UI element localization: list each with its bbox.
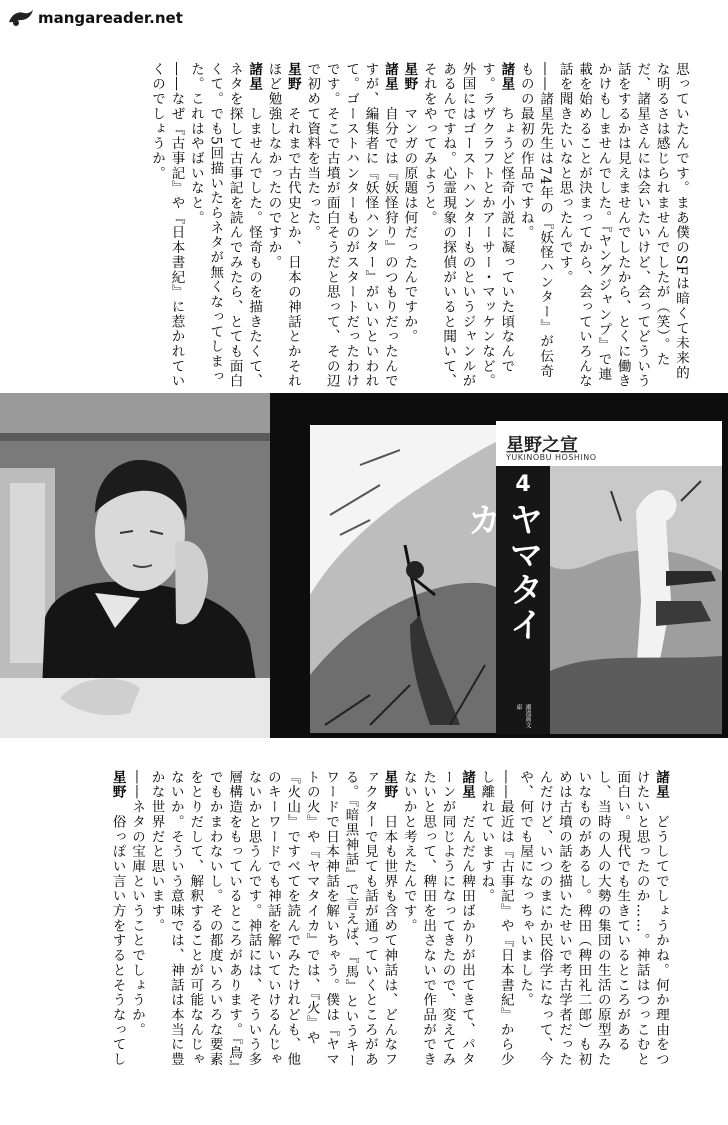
- text-paragraph: [107, 770, 126, 1070]
- cover-author-romaji: YUKINOBU HOSHINO: [506, 453, 597, 462]
- text-paragraph: [302, 62, 399, 392]
- paragraph-text: どうしてでしょうかね。何か理由をつけたいと思ったのか……。神話はつっこむと面白い。現代でも生きているところがあるし、当時の人の大勢の集団の生活の原型みたいなものがあるし。稗田（稗田礼二郎）も初めは古墳の話を描いたせいで考古学者だったんだけど、いつのまにか民俗学になって、今や、何でも屋になっちゃいました。: [517, 770, 669, 1068]
- text-paragraph: [146, 770, 398, 1070]
- speaker-label: 星野: [401, 62, 418, 92]
- text-paragraph: [554, 62, 690, 392]
- logo-text: mangareader.net: [38, 9, 183, 27]
- site-logo[interactable]: [8, 6, 183, 30]
- speaker-label: 諸星: [498, 62, 515, 92]
- speaker-label: 諸星: [381, 62, 398, 92]
- paragraph-text: ――最近は『古事記』や『日本書紀』から少し離れていますね。: [478, 770, 514, 1067]
- speaker-label: 星野: [381, 770, 398, 800]
- text-paragraph: [418, 62, 515, 392]
- text-paragraph: [399, 62, 418, 392]
- paragraph-text: ――諸星先生は74年の『妖怪ハンター』が伝奇ものの最初の作品ですね。: [517, 62, 554, 379]
- logo-icon: [8, 8, 34, 28]
- text-paragraph: [147, 62, 186, 392]
- manga-panel-illustration: [310, 425, 500, 733]
- speaker-label: 星野: [109, 770, 126, 800]
- cover-author: 星野之宣: [506, 435, 578, 456]
- speaker-label: 星野: [284, 62, 301, 92]
- portrait-illustration: [0, 393, 270, 738]
- text-paragraph: [398, 770, 476, 1070]
- paragraph-text: マンガの原題は何だったんですか。: [401, 106, 418, 345]
- text-paragraph: [127, 770, 146, 1070]
- speaker-label: 諸星: [246, 62, 263, 92]
- portrait-photo: [0, 393, 270, 738]
- speaker-label: 諸星: [458, 770, 475, 800]
- text-paragraph: [476, 770, 515, 1070]
- text-paragraph: [515, 770, 670, 1070]
- manga-panel-drawing: [310, 425, 500, 733]
- interview-text-bottom: [30, 770, 670, 1070]
- paragraph-text: ――ネタの宝庫ということでしょうか。: [129, 770, 146, 1038]
- paragraph-text: 自分では『妖怪狩り』のつもりだったんですが、編集者に『妖怪ハンター』がいいといわれて。ゴーストハンターものがスタートだったわけです。そこで古墳が面白そうだと思って、その辺で初めて資料を当たった。: [304, 62, 398, 389]
- paragraph-text: しませんでした。怪奇ものを描きたくて、ネタを探して古事記を読んでみたら、とても面白くて。でも5回描いたらネタが無くなってしまった。これはやばいなと。: [187, 62, 263, 389]
- speaker-label: 諸星: [653, 770, 669, 800]
- paragraph-text: 思っていたんです。まあ僕のSFは暗くて未来的な明るさは感じられませんでしたが（笑）。ただ、諸星さんには会いたいけど、会ってどういう話をするかは見えませんでしたから、とくに働きかけもしませんでした。『ヤングジャンプ』で連載を始めることが決まってから、会っていろんな話を聞きたいなと思ったんです。: [556, 62, 689, 389]
- paragraph-text: それまで古代史とか、日本の神話とかそれほど勉強しなかったのですか。: [265, 62, 301, 389]
- cover-title: ヤマタイカ: [461, 502, 543, 642]
- cover-publisher: 潮漫画文庫: [515, 704, 531, 728]
- paragraph-text: だんだん稗田ばかりが出てきて、パターンが同じようになってきたので、変えてみたいと思って、稗田を出さないで作品ができないかと考えたんです。: [400, 770, 475, 1068]
- paragraph-text: ちょうど怪奇小説に凝っていた頃なんです。ラヴクラフトとかアーサー・マッケンなど。外国にはゴーストハンターものというジャンルがあるんですね。心霊現象の探偵がいると聞いて、それをやってみようと。: [420, 62, 515, 389]
- text-paragraph: [515, 62, 554, 392]
- paragraph-text: ――なぜ『古事記』や『日本書紀』に惹かれていくのでしょうか。: [149, 62, 185, 389]
- cover-title-band: [461, 466, 550, 734]
- text-paragraph: [185, 62, 263, 392]
- paragraph-text: 俗っぽい言い方をするとそうなってし: [109, 814, 126, 1068]
- text-paragraph: [263, 62, 302, 392]
- cover-volume-number: 4: [515, 472, 531, 497]
- book-cover: [461, 421, 722, 734]
- figure-caption: “火の民族仮説”がテーマの『ヤマタイカ』（潮漫画文庫）より: [442, 1114, 720, 1125]
- paragraph-text: 日本も世界も含めて神話は、どんなファクターで見ても話が通っていくところがある。『暗黒神話』で言えば、『馬』というキーワードで日本神話を解いちゃう。僕は『ヤマトの火』や『ヤマタイカ』では、『火』や『火山』ですべてを読んでみたけれども、他のキーワードでも神話を解いていけるんじゃないかと思うんです。神話には、そういう多層構造をもっているところがあります。『鳥』でもかまわないし。その都度いろいろな要素をとりだして、解釈することが可能なんじゃないか。そういう意味では、神話は本当に豊かな世界だと思います。: [148, 770, 398, 1069]
- interview-text-top: [40, 62, 690, 392]
